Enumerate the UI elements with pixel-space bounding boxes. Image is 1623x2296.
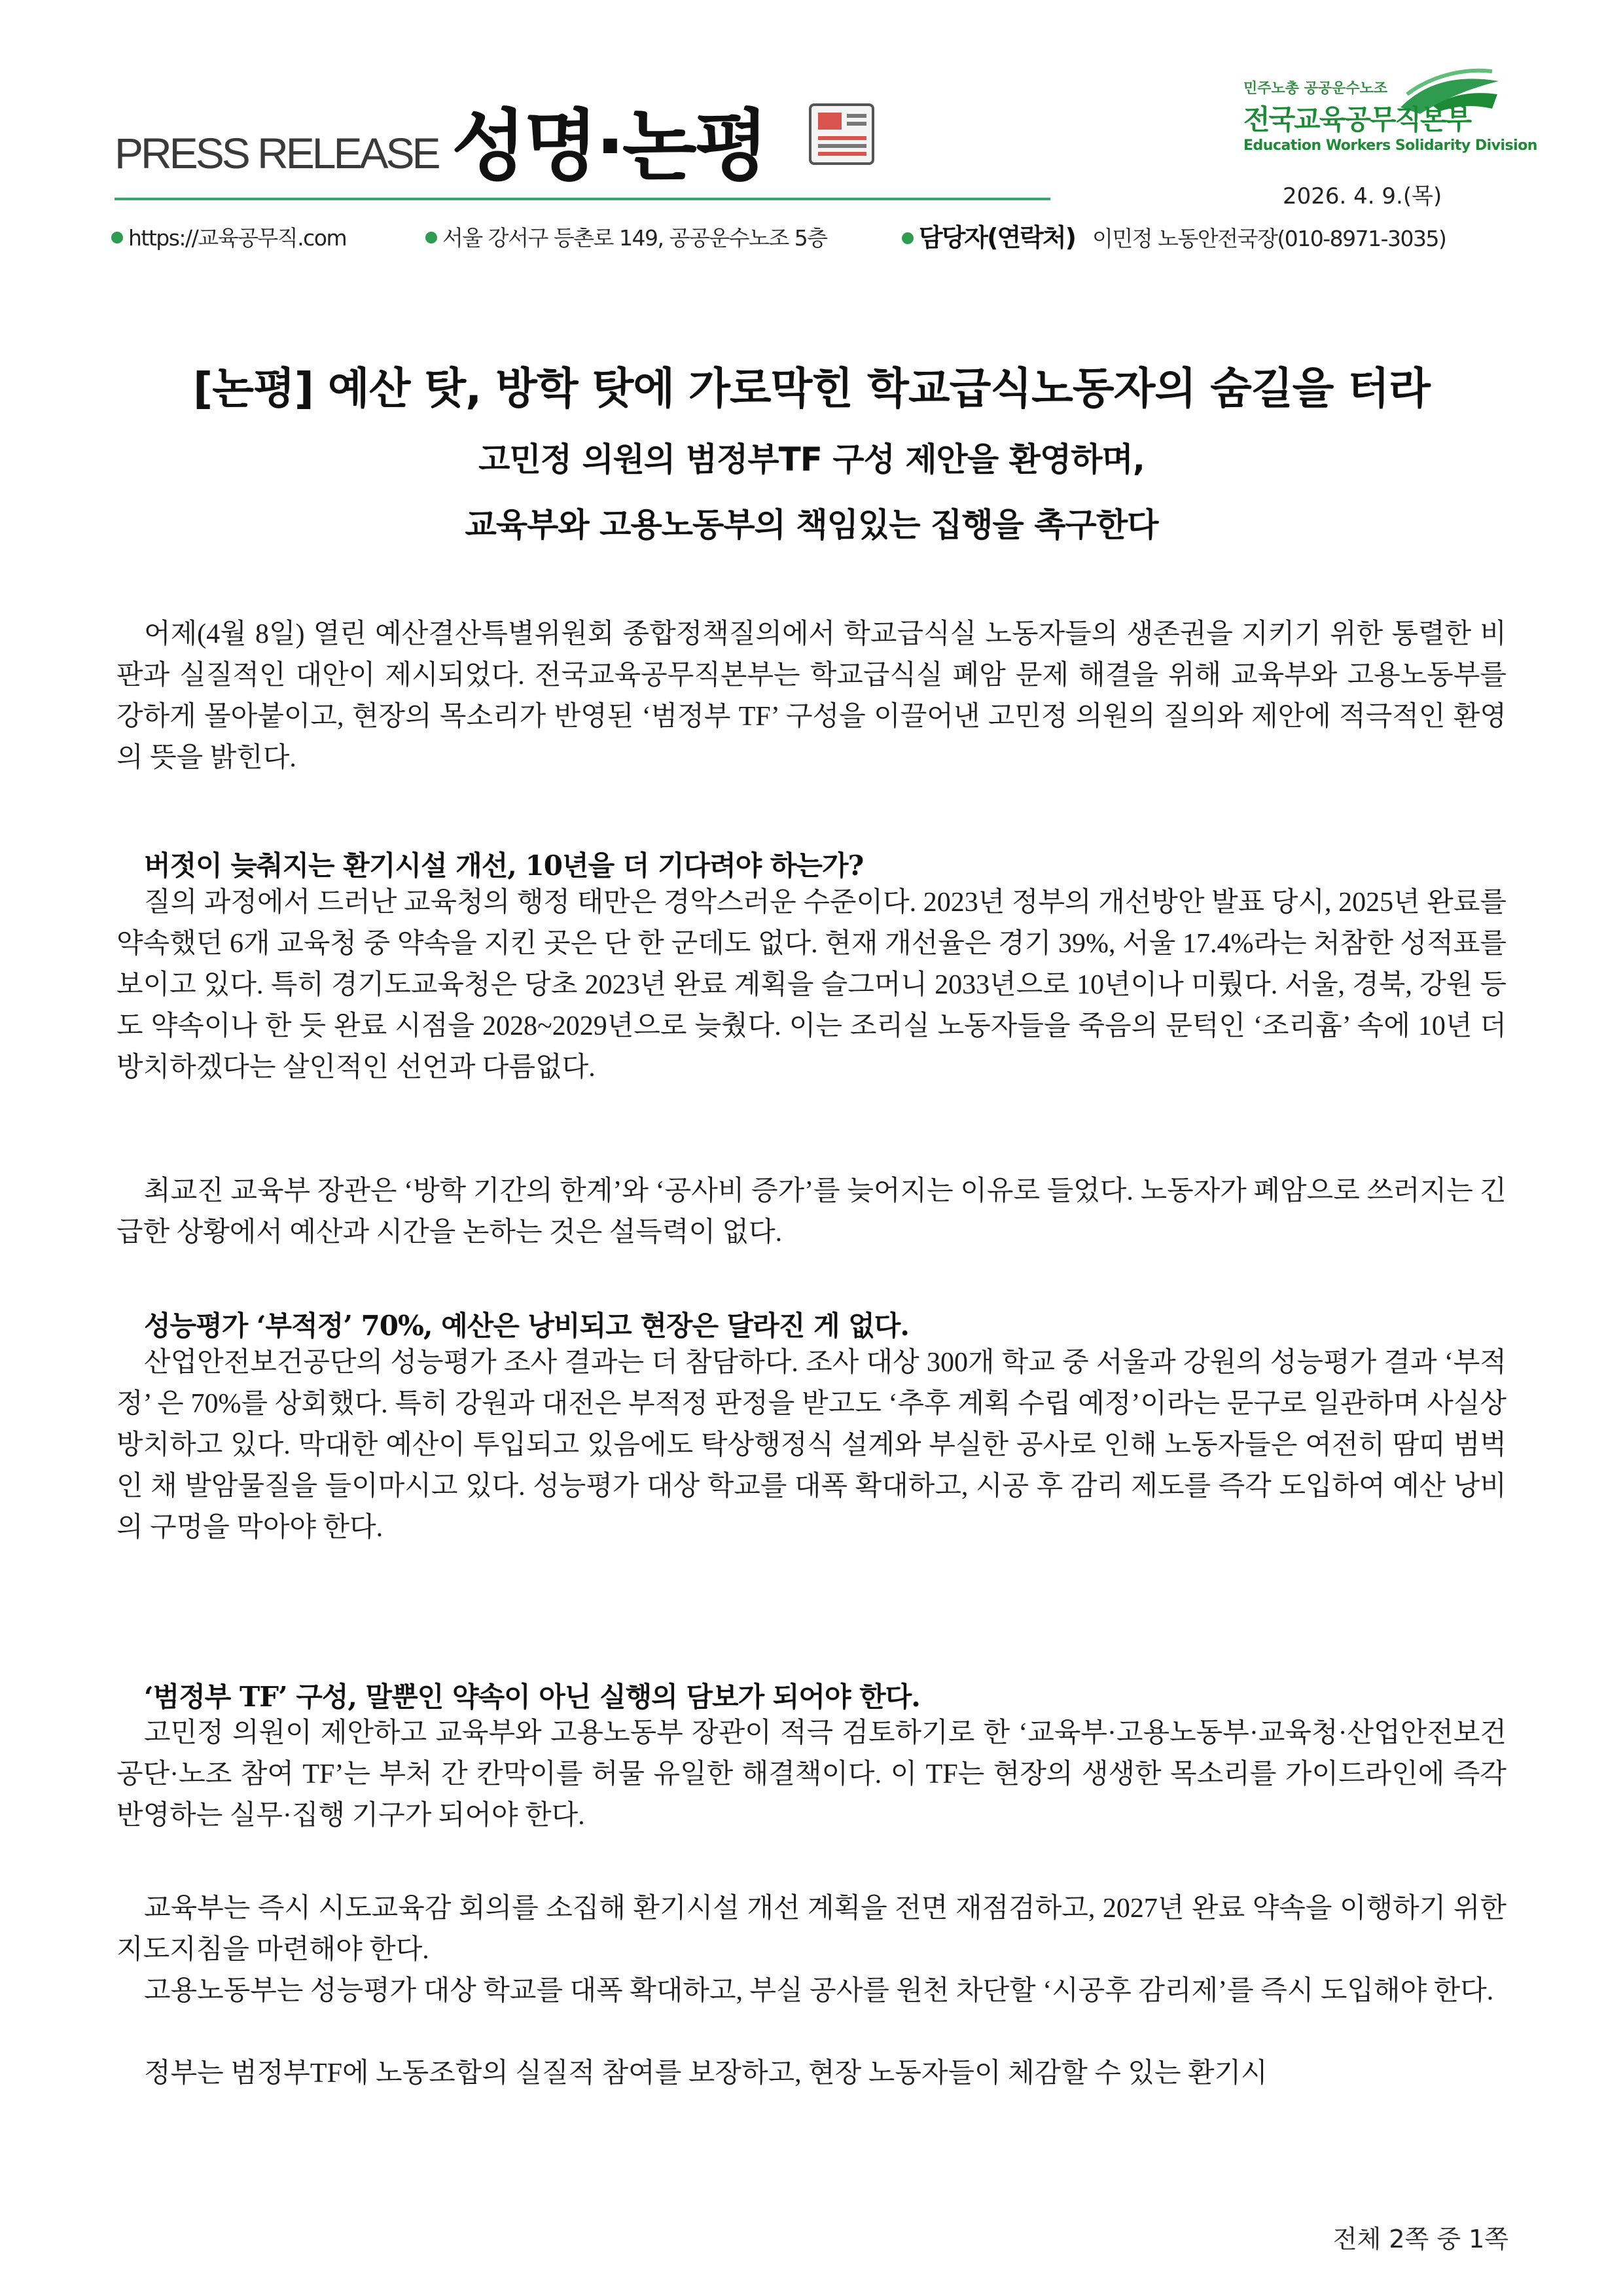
address-info [425, 221, 827, 252]
body-paragraph: 산업안전보건공단의 성능평가 조사 결과는 더 참담하다. 조사 대상 300개 학교 중 서울과 강원의 성능평가 결과 ‘부적정’ 은 70%를 상회했다. 특히 강원과 대전은 부적정 판정을 받고도 ‘추후 계획 수립 예정’이라는 문구로 일관하며 사실상 방치하고 있다. 막대한 예산이 투입되고 있음에도 탁상행정식 설계와 부실한 공사로 인해 노동자들은 여전히 땀띠 범벅인 채 발암물질을 들이마시고 있다. 성능평가 대상 학교를 대폭 확대하고, 시공 후 감리 제도를 즉각 도입하여 예산 낭비의 구멍을 막아야 한다. [116, 1348, 1507, 1543]
org-name: 전국교육공무직본부 [1243, 103, 1471, 135]
website-info [111, 221, 346, 252]
body-paragraph: 고민정 의원이 제안하고 교육부와 고용노동부 장관이 적극 검토하기로 한 ‘교육부·고용노동부·교육청·산업안전보건공단·노조 참여 TF’는 부처 간 칸막이를 허물 유일한 해결책이다. 이 TF는 현장의 생생한 목소리를 가이드라인에 즉각 반영하는 실무·집행 기구가 되어야 한다. [116, 1718, 1507, 1831]
contact-label: 담당자(연락처) [919, 223, 1075, 252]
org-english-name: Education Workers Solidarity Division [1243, 137, 1537, 154]
body-paragraph: 최교진 교육부 장관은 ‘방학 기간의 한계’와 ‘공사비 증가’를 늦어지는 이유로 들었다. 노동자가 폐암으로 쓰러지는 긴급한 상황에서 예산과 시간을 논하는 것은 설득력이 없다. [116, 1176, 1507, 1247]
intro-paragraph: 어제(4월 8일) 열린 예산결산특별위원회 종합정책질의에서 학교급식실 노동자들의 생존권을 지키기 위한 통렬한 비판과 실질적인 대안이 제시되었다. 전국교육공무직본부는 학교급식실 폐암 문제 해결을 위해 교육부와 고용노동부를 강하게 몰아붙이고, 현장의 목소리가 반영된 ‘범정부 TF’ 구성을 이끌어낸 고민정 의원의 질의와 제안에 적극적인 환영의 뜻을 밝힌다. [116, 619, 1507, 773]
press-release-label: PRESS RELEASE [115, 129, 438, 177]
demand-paragraph: 정부는 범정부TF에 노동조합의 실질적 참여를 보장하고, 현장 노동자들이 체감할 수 있는 환기시 [144, 2058, 1268, 2089]
website-link[interactable]: https://교육공무직.com [128, 225, 347, 251]
document-title: [논평] 예산 탓, 방학 탓에 가로막힌 학교급식노동자의 숨길을 터라 [193, 363, 1430, 414]
section-heading: 버젓이 늦춰지는 환기시설 개선, 10년을 더 기다려야 하는가? [144, 850, 864, 882]
header-rule [115, 198, 1050, 200]
page-number: 전체 2쪽 중 1쪽 [1332, 2225, 1508, 2253]
address-text: 서울 강서구 등촌로 149, 공공운수노조 5층 [442, 225, 827, 251]
demand-paragraph: 교육부는 즉시 시도교육감 회의를 소집해 환기시설 개선 계획을 전면 재점검하고, 2027년 완료 약속을 이행하기 위한 지도지침을 마련해야 한다. [116, 1893, 1507, 1965]
newspaper-icon [806, 99, 880, 169]
org-small-label: 민주노총 공공운수노조 [1243, 81, 1388, 97]
demand-paragraph: 고용노동부는 성능평가 대상 학교를 대폭 확대하고, 부실 공사를 원천 차단할 ‘시공후 감리제’를 즉시 도입해야 한다. [144, 1976, 1494, 2006]
contact-value: 이민정 노동안전국장(010-8971-3035) [1092, 226, 1446, 251]
contact-info [902, 217, 1446, 253]
release-kind-title: 성명·논평 [452, 101, 766, 191]
bullet-dot-icon [425, 232, 437, 243]
bullet-dot-icon [902, 232, 914, 244]
subtitle-line-1: 고민정 의원의 범정부TF 구성 제안을 환영하며, [478, 440, 1145, 478]
subtitle-line-2: 교육부와 고용노동부의 책임있는 집행을 촉구한다 [465, 506, 1158, 544]
release-date: 2026. 4. 9.(목) [1283, 183, 1442, 209]
section-heading: ‘범정부 TF’ 구성, 말뿐인 약속이 아닌 실행의 담보가 되어야 한다. [144, 1681, 920, 1713]
body-paragraph: 질의 과정에서 드러난 교육청의 행정 태만은 경악스러운 수준이다. 2023년 정부의 개선방안 발표 당시, 2025년 완료를 약속했던 6개 교육청 중 약속을 지킨 곳은 단 한 군데도 없다. 현재 개선율은 경기 39%, 서울 17.4%라는 처참한 성적표를 보이고 있다. 특히 경기도교육청은 당초 2023년 완료 계획을 슬그머니 2033년으로 10년이나 미뤘다. 서울, 경북, 강원 등도 약속이나 한 듯 완료 시점을 2028~2029년으로 늦췄다. 이는 조리실 노동자들을 죽음의 문턱인 ‘조리흄’ 속에 10년 더 방치하겠다는 살인적인 선언과 다름없다. [116, 888, 1507, 1083]
section-heading: 성능평가 ‘부적정’ 70%, 예산은 낭비되고 현장은 달라진 게 없다. [144, 1310, 909, 1342]
bullet-dot-icon [111, 232, 123, 243]
